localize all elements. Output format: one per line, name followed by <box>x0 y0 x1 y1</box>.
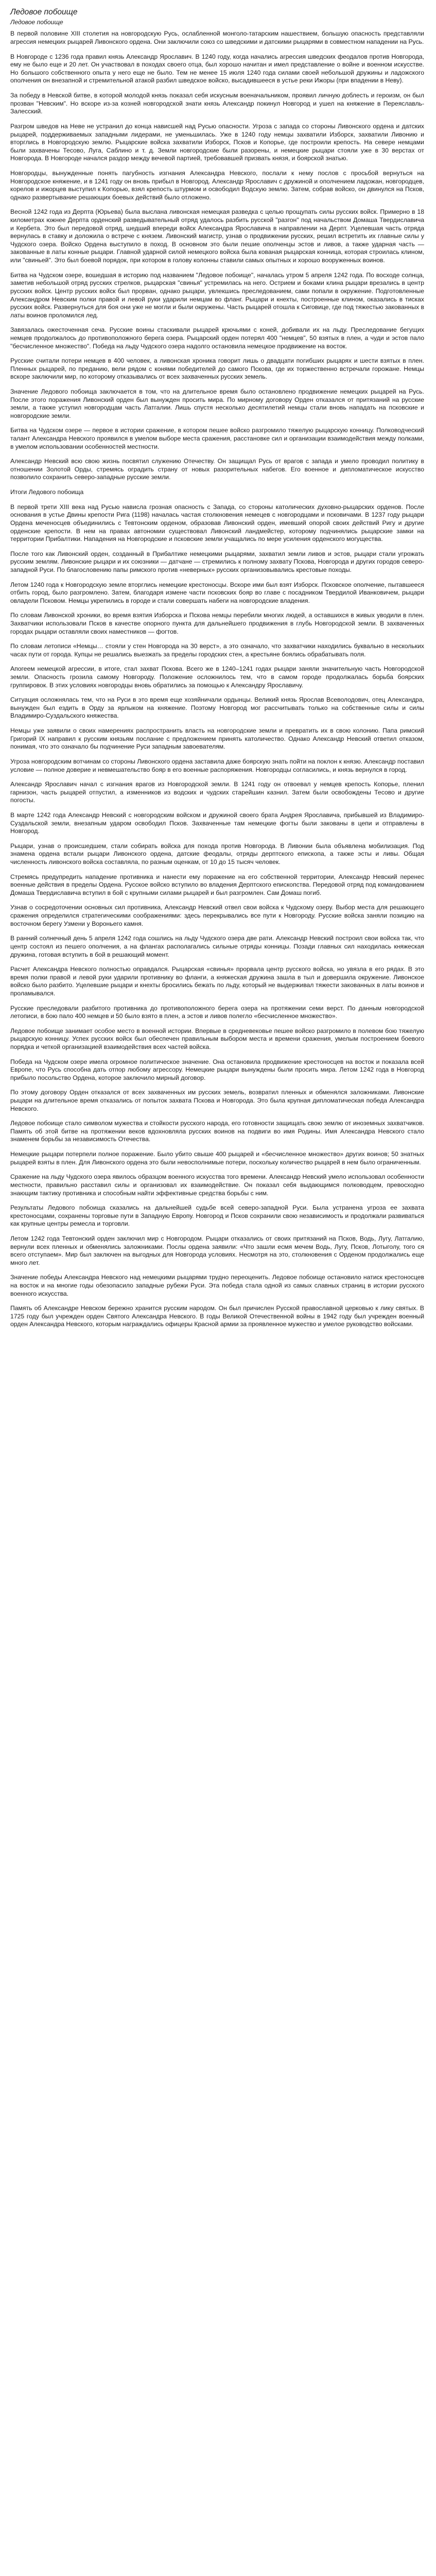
article-paragraph: Сражение на льду Чудского озера явилось образцом военного искусства того времени. Александр Невский умело использовал особенности местности, правильно расставил силы и организовал их взаимодействие. Он показал себя выдающимся полководцем, превосходно знающим тактику противника и способным найти эффективные средства борьбы с ним. <box>10 1173 424 1197</box>
article-paragraph: Битва на Чудском озере, вошедшая в историю под названием "Ледовое побоище", началась утром 5 апреля 1242 года. По восходе солнца, заметив небольшой отряд русских стрелков, рыцарская "свинья" устремилась на него. Острием и боками клина рыцари врезались в центр русских войск. Центр русских войск был прорван, однако рыцари, увлекшись преследованием, сами попали в окружение. Подготовленные Александром Невским полки правой и левой руки ударили немцам во фланг. Рыцари и кнехты, построенные клином, оказались в тисках русских войск. Развернуться для боя они уже не могли и были окружены. Часть рыцарей отошла к Сиговице, где под тяжестью закованных в латы воинов проломился лед. <box>10 271 424 319</box>
article-body <box>10 30 424 1329</box>
article-paragraph: Стремясь предупредить нападение противника и нанести ему поражение на его собственной территории, Александр Невский перенес военные действия в пределы Ордена. Русское войско вступило во владения Дерптского епископства. Передовой отряд под командованием Домаша Твердиславича вступил в бой с крупными силами рыцарей и был разгромлен. Сам Домаш погиб. <box>10 873 424 896</box>
article-paragraph: По словам Ливонской хроники, во время взятия Изборска и Пскова немцы перебили многих людей, а оставшихся в живых уводили в плен. Захватчики использовали Псков в качестве опорного пункта для дальнейшего продвижения в глубь Новгородской земли. В захваченных городах рыцари оставляли своих наместников — фогтов. <box>10 612 424 635</box>
article-paragraph: Апогеем немецкой агрессии, в итоге, стал захват Пскова. Всего же в 1240–1241 годах рыцари заняли значительную часть Новгородской земли. Опасность грозила самому Новгороду. Положение осложнилось тем, что в самом городе продолжалась борьба боярских группировок. В этих условиях новгородцы вновь обратились за помощью к Александру Ярославичу. <box>10 665 424 689</box>
article-paragraph: Немцы уже заявили о своих намерениях распространить власть на новгородские земли и превратить их в свою колонию. Папа римский Григорий IX направил к русским князьям послание с предложением принять католичество. Однако Александр Невский ответил отказом, понимая, что это означало бы подчинение Руси западным завоевателям. <box>10 727 424 751</box>
article-paragraph: Весной 1242 года из Дерпта (Юрьева) была выслана ливонская немецкая разведка с целью прощупать силы русских войск. Примерно в 18 километрах южнее Дерпта орденский разведывательный отряд удалось разбить русской "разгон" под начальством Домаша Твердиславича и Кербета. Это был передовой отряд, шедший впереди войск Александра Ярославича в направлении на Дерпт. Уцелевшая часть отряда вернулась в ставку и доложила о встрече с князем. Ливонский магистр, узнав о продвижении русских, решил встретить их главные силы у Чудского озера. Войско Ордена выступило в поход. В основном это были пешие ополченцы эстов и ливов, а также ударная часть — закованные в латы конные рыцари. Главной ударной силой немецкого войска была кованая рыцарская конница, которая строилась клином, или "свиньей". Это был боевой порядок, при котором в голову колонны ставили самых опытных и хорошо вооруженных воинов. <box>10 208 424 264</box>
article-paragraph: За победу в Невской битве, в которой молодой князь показал себя искусным военачальником, проявил личную доблесть и героизм, он был прозван "Невским". Но вскоре из-за козней новгородской знати князь Александр покинул Новгород и ушел на княжение в Переяславль-Залесский. <box>10 92 424 115</box>
article-subtitle: Ледовое побоище <box>10 18 63 26</box>
article-paragraph: Русские преследовали разбитого противника до противоположного берега озера на протяжении семи верст. По данным новгородской летописи, в бою пало 400 немцев и 50 было взято в плен, а эстов и ливов полегло «бесчисленное множество». <box>10 1004 424 1020</box>
article-page <box>10 0 424 1329</box>
article-paragraph: Ледовое побоище стало символом мужества и стойкости русского народа, его готовности защищать свою землю от иноземных захватчиков. Память об этой битве на протяжении веков вдохновляла русских воинов на подвиги во имя Родины. Имя Александра Невского стало знаменем борьбы за независимость Отечества. <box>10 1120 424 1143</box>
article-paragraph: Результаты Ледового побоища сказались на дальнейшей судьбе всей северо-западной Руси. Была устранена угроза ее захвата крестоносцами, сохранены торговые пути в Западную Европу. Новгород и Псков сохранили свою независимость и продолжали развиваться как крупные центры ремесла и торговли. <box>10 1204 424 1228</box>
article-paragraph: По этому договору Орден отказался от всех захваченных им русских земель, возвратил пленных и обменялся заложниками. Ливонские рыцари на длительное время отказались от попыток захвата Пскова и Новгорода. Это была крупная дипломатическая победа Александра Невского. <box>10 1089 424 1112</box>
article-paragraph: Ситуация осложнялась тем, что на Руси в это время еще хозяйничали ордынцы. Великий князь Ярослав Всеволодович, отец Александра, вынужден был ездить в Орду за ярлыком на княжение. Поэтому Новгород мог рассчитывать только на собственные силы и силы Владимиро-Суздальского княжества. <box>10 696 424 720</box>
article-paragraph: Русские считали потери немцев в 400 человек, а ливонская хроника говорит лишь о двадцати погибших рыцарях и шести взятых в плен. Пленных рыцарей, по преданию, вели рядом с конями победителей до самого Пскова, где их торжественно встречали горожане. Немцы вскоре заключили мир, по которому отказывались от всех захваченных русских земель. <box>10 357 424 381</box>
article-paragraph: Немецкие рыцари потерпели полное поражение. Было убито свыше 400 рыцарей и «бесчисленное множество» других воинов; 50 знатных рыцарей взяты в плен. Для Ливонского ордена это были невосполнимые потери, поскольку количество рыцарей в нем было ограниченным. <box>10 1150 424 1166</box>
article-paragraph: Узнав о сосредоточении основных сил противника, Александр Невский отвел свои войска к Чудскому озеру. Выбор места для решающего сражения определился стратегическими соображениями: здесь перекрывались все пути к Новгороду. Русские войска заняли позицию на восточном берегу Узмени у Вороньего камня. <box>10 904 424 927</box>
article-paragraph: Значение победы Александра Невского над немецкими рыцарями трудно переоценить. Ледовое побоище остановило натиск крестоносцев на восток и на многие годы обезопасило западные рубежи Руси. Эта победа стала одной из самых славных страниц в истории русского военного искусства. <box>10 1274 424 1297</box>
article-paragraph: Летом 1242 года Тевтонский орден заключил мир с Новгородом. Рыцари отказались от своих притязаний на Псков, Водь, Лугу, Латгалию, вернули всех пленных и обменялись заложниками. Послы ордена заявили: «Что зашли есмя мечем Водь, Лугу, Псков, Лотыголу, того ся всего отступаем». Мир был заключен на выгодных для Новгорода условиях. Несмотря на это, столкновения с Орденом продолжались еще много лет. <box>10 1234 424 1266</box>
article-paragraph: Александр Невский всю свою жизнь посвятил служению Отечеству. Он защищал Русь от врагов с запада и умело проводил политику в отношении Золотой Орды, стремясь оградить страну от новых разорительных набегов. Его военное и дипломатическое искусство позволило сохранить северо-западные русские земли. <box>10 457 424 481</box>
article-paragraph: Ледовое побоище занимает особое место в военной истории. Впервые в средневековье пешее войско разгромило в полевом бою тяжелую рыцарскую конницу. Успех русских войск был обеспечен правильным выбором места и времени сражения, умелым построением боевого порядка и четкой организацией взаимодействия всех частей войска. <box>10 1027 424 1050</box>
article-paragraph: В первой трети XIII века над Русью нависла грозная опасность с Запада, со стороны католических духовно-рыцарских орденов. После основания в устье Двины крепости Рига (1198) началась частая столкновения немецев с новгородцами и псковичами. В 1237 году рыцари Ордена меченосцев объединились с Тевтонским орденом, образовав Ливонский орден, имевший опорой своих действий Ригу и другие орденские крепости. В нем на правах автономии существовал Ливонский ландмейстер, которому подчинялись рыцарские замки на территории Прибалтики. Нападения на Новгородские и псковские земли учащались по мере усиления орденского могущества. <box>10 503 424 543</box>
article-paragraph: По словам летописи «Немцы… стояли у стен Новгорода на 30 верст», а это означало, что захватчики находились буквально в нескольких часах пути от города. Купцы не решались выезжать за пределы городских стен, а крестьяне боялись обрабатывать поля. <box>10 642 424 658</box>
article-paragraph: Значение Ледового побоища заключается в том, что на длительное время было остановлено продвижение немецких рыцарей на Русь. После этого поражения Ливонский орден был вынужден просить мира. По мирному договору Орден отказался от притязаний на русские земли, а также уступил новгородцам часть Латгалии. Лишь спустя несколько десятилетий немцы стали вновь нападать на псковские и новгородские земли. <box>10 387 424 419</box>
article-paragraph: В марте 1242 года Александр Невский с новгородским войском и дружиной своего брата Андрея Ярославича, прибывшей из Владимиро-Суздальской земли, внезапным ударом освободил Псков. Захваченные там немецкие фогты были закованы в цепи и отправлены в Новгород. <box>10 811 424 835</box>
article-paragraph: После того как Ливонский орден, созданный в Прибалтике немецкими рыцарями, захватил земли ливов и эстов, рыцари стали угрожать русским землям. Ливонские рыцари и их союзники — датчане — стремились к полному захвату Пскова, Новгорода и других городов северо-западной Руси. По благословению папы римского против «неверных» русских организовывались крестовые походы. <box>10 550 424 573</box>
article-paragraph: Итоги Ледового побоища <box>10 488 84 496</box>
article-paragraph: Летом 1240 года к Новгородскую земле вторглись немецкие крестоносцы. Вскоре ими был взят Изборск. Псковское ополчение, пытавшееся отбить город, было разгромлено. Затем, благодаря измене части псковских бояр во главе с посадником Твердилой Иванковичем, рыцари овладели Псковом. Немцы укрепились в городе и стали совершать набеги на новгородские владения. <box>10 581 424 604</box>
article-paragraph: Битва на Чудском озере — первое в истории сражение, в котором пешее войско разгромило тяжелую рыцарскую конницу. Полководческий талант Александра Невского проявился в умелом выборе места сражения, расстановке сил и организации взаимодействия между полками, в умелом использовании особенностей местности. <box>10 427 424 450</box>
article-title: Ледовое побоище <box>10 8 78 16</box>
article-paragraph: Расчет Александра Невского полностью оправдался. Рыцарская «свинья» прорвала центр русского войска, но увязла в его рядах. В это время полки правой и левой руки ударили противнику во фланги, а княжеская дружина зашла в тыл и довершила окружение. Ливонское войско было разбито. Уцелевшие рыцари и кнехты бросились бежать по льду, который не выдерживал тяжести закованных в латы воинов и проламывался. <box>10 965 424 997</box>
article-paragraph: В ранний солнечный день 5 апреля 1242 года сошлись на льду Чудского озера две рати. Александр Невский построил свои войска так, что центр состоял из пешего ополчения, а на флангах располагались сильные отряды конницы. Позади главных сил находилась княжеская дружина, готовая вступить в бой в решающий момент. <box>10 935 424 958</box>
article-paragraph: Победа на Чудском озере имела огромное политическое значение. Она остановила продвижение крестоносцев на восток и показала всей Европе, что Русь способна дать отпор любому агрессору. Немецкие рыцари вынуждены были просить мира. Летом 1242 года в Новгород прибыло посольство Ордена, которое заключило мирный договор. <box>10 1058 424 1081</box>
article-paragraph: Завязалась ожесточенная сеча. Русские воины стаскивали рыцарей крючьями с коней, добивали их на льду. Преследование бегущих немцев продолжалось до противоположного берега озера. Рыцарский орден потерял 400 "немцев", 50 взятых в плен, а чуди и эстов пало "бесчисленное множество". Победа на льду Чудского озера надолго остановила немецкое продвижение на восток. <box>10 326 424 350</box>
article-paragraph: Александр Ярославич начал с изгнания врагов из Новгородской земли. В 1241 году он отвоевал у немцев крепость Копорье, пленил гарнизон, часть рыцарей отпустил, а изменников из водских и чудских старейшин казнил. Затем были освобождены Тесово и другие погосты. <box>10 781 424 804</box>
article-paragraph: Память об Александре Невском бережно хранится русским народом. Он был причислен Русской православной церковью к лику святых. В 1725 году был учрежден орден Святого Александра Невского. В годы Великой Отечественной войны в 1942 году был учрежден военный орден Александра Невского, которым награждались офицеры Красной армии за проявленное мужество и умелое руководство войсками. <box>10 1304 424 1328</box>
article-paragraph: В Новгороде с 1236 года правил князь Александр Ярославич. В 1240 году, когда начались агрессия шведских феодалов против Новгорода, ему не было еще и 20 лет. Он участвовал в походах своего отца, был хорошо начитан и имел представление о войне и военном искусстве. Но большого собственного опыта у него еще не было. Тем не менее 15 июля 1240 года силами своей небольшой дружины и ладожского ополчения он внезапной и стремительной атакой разбил шведское войско, высадившееся в устье реки Ижоры (при впадении в Неву). <box>10 53 424 84</box>
article-paragraph: Новгородцы, вынужденные понять пагубность изгнания Александра Невского, послали к нему послов с просьбой вернуться на Новгородское княжение, и в 1241 году он вновь прибыл в Новгород. Александр Ярославич с дружиной и ополчением ладожан, новгородцев, корелов и ижорцев выступил к Копорью, взял крепость штурмом и освободил Водскую землю. Затем, собрав войско, он двинулся на Псков, однако развертывание решающих боевых действий было отложено. <box>10 169 424 201</box>
article-paragraph: Рыцари, узнав о происшедшем, стали собирать войска для похода против Новгорода. В Ливонии была объявлена мобилизация. Под знамена ордена встали рыцари Ливонского ордена, датские феодалы, отряды дерптского епископа, а также эсты и ливы. Общая численность ливонского войска составляла, по разным оценкам, от 10 до 15 тысяч человек. <box>10 842 424 866</box>
article-paragraph: В первой половине XIII столетия на новгородскую Русь, ослабленной монголо-татарским нашествием, большую опасность представляли агрессия немецких рыцарей Ливонского ордена. Они заключили союз со шведскими и датскими рыцарями в совместном нападении на Русь. <box>10 30 424 46</box>
article-paragraph: Угроза новгородским вотчинам со стороны Ливонского ордена заставила даже боярскую знать пойти на поклон к князю. Александр поставил условие — полное доверие и невмешательство бояр в его военные распоряжения. Новгородцы согласились, и князь вернулся в город. <box>10 757 424 773</box>
article-paragraph: Разгром шведов на Неве не устранил до конца нависшей над Русью опасности. Угроза с запада со стороны Ливонского ордена и датских рыцарей, поддерживаемых западными лидерами, не уменьшилась. Уже в 1240 году немцы захватили Изборск, захватили Ливонию и вторглись в Новгородскую землю. Рыцарские войска захватили Изборск, Псков и Копорье, где построили крепость. На севере немцами были захвачены Тесово, Луга, Саблино и т. д. Земли новгородские были разорены, и немецкие рыцари стояли уже в 30 верстах от Новгорода. В Новгороде начался раздор между вечевой партией, требовавшей призвать князя, и боярской знатью. <box>10 122 424 162</box>
